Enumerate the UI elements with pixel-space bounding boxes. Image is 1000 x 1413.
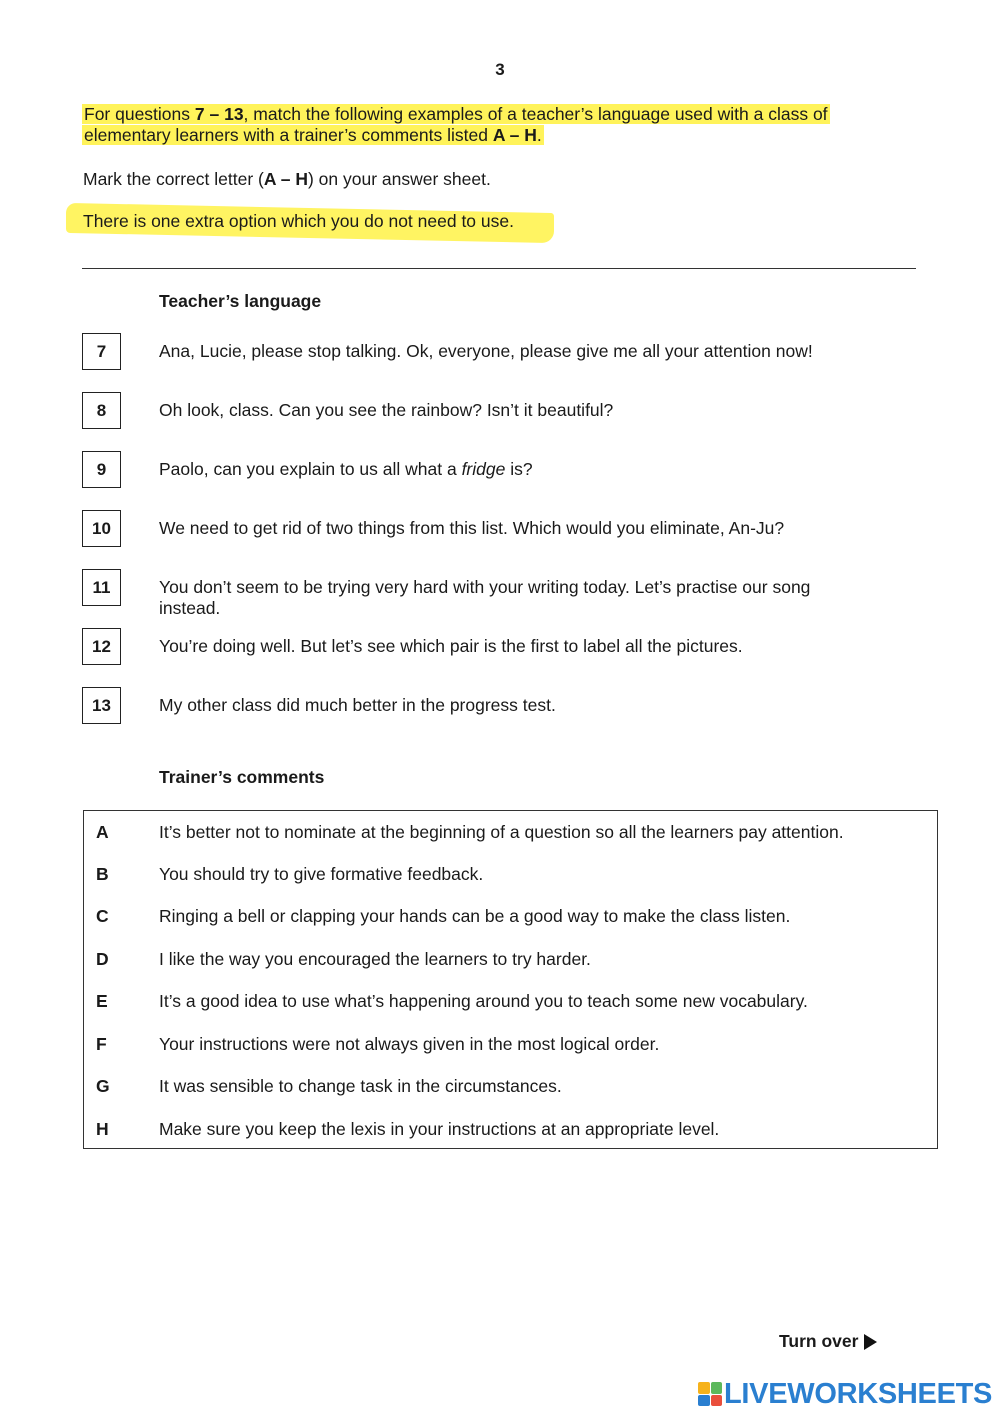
- option-letter: H: [96, 1119, 109, 1139]
- liveworksheets-mark-icon: [698, 1382, 722, 1406]
- option-letter: B: [96, 864, 109, 884]
- option-letter: E: [96, 991, 108, 1011]
- question-text: We need to get rid of two things from this list. Which would you eliminate, An-Ju?: [159, 518, 785, 538]
- question-text: You’re doing well. But let’s see which pair is the first to label all the pictures.: [159, 636, 743, 656]
- option-row-e: [84, 991, 934, 1021]
- option-row-b: [84, 864, 934, 894]
- section-divider: [82, 268, 916, 269]
- option-row-h: [84, 1119, 934, 1149]
- option-letter: D: [96, 949, 109, 969]
- question-row: [82, 628, 922, 668]
- answer-box-9[interactable]: 9: [82, 451, 121, 488]
- option-text: You should try to give formative feedback.: [159, 864, 484, 884]
- play-arrow-icon: [864, 1334, 877, 1350]
- answer-box-8[interactable]: 8: [82, 392, 121, 429]
- option-text: Make sure you keep the lexis in your instructions at an appropriate level.: [159, 1119, 720, 1139]
- trainers-comments-heading: Trainer’s comments: [159, 767, 325, 787]
- answer-box-11[interactable]: 11: [82, 569, 121, 606]
- page-number: 3: [495, 60, 505, 79]
- option-letter: A: [96, 822, 109, 842]
- option-letter: C: [96, 906, 109, 926]
- answer-box-13[interactable]: 13: [82, 687, 121, 724]
- question-text: My other class did much better in the progress test.: [159, 695, 556, 715]
- question-row: [82, 392, 922, 432]
- trainer-comments-box: [83, 810, 938, 1149]
- option-text: I like the way you encouraged the learners to try harder.: [159, 949, 591, 969]
- option-row-f: [84, 1034, 934, 1064]
- highlighted-line-2: elementary learners with a trainer’s comments listed A – H.: [84, 125, 542, 145]
- liveworksheets-logo[interactable]: [698, 1378, 992, 1410]
- option-text: Your instructions were not always given in the most logical order.: [159, 1034, 660, 1054]
- question-row: [82, 510, 922, 550]
- option-row-a: [84, 822, 934, 852]
- answer-box-10[interactable]: 10: [82, 510, 121, 547]
- question-row: [82, 687, 922, 727]
- question-row: [82, 569, 922, 619]
- question-row: [82, 451, 922, 491]
- question-text: Paolo, can you explain to us all what a fridge is?: [159, 459, 533, 479]
- instructions-extra-option: There is one extra option which you do not need to use.: [66, 202, 554, 240]
- highlighted-line-1: For questions 7 – 13, match the following examples of a teacher’s language used with a class of: [84, 104, 828, 124]
- instructions-mark-answer: Mark the correct letter (A – H) on your answer sheet.: [83, 169, 491, 189]
- question-text: Ana, Lucie, please stop talking. Ok, everyone, please give me all your attention now!: [159, 341, 813, 361]
- question-text: You don’t seem to be trying very hard with your writing today. Let’s practise our song instead.: [159, 577, 811, 618]
- option-text: It was sensible to change task in the circumstances.: [159, 1076, 562, 1096]
- teachers-language-heading: Teacher’s language: [159, 291, 322, 311]
- option-text: It’s a good idea to use what’s happening around you to teach some new vocabulary.: [159, 991, 808, 1011]
- option-letter: F: [96, 1034, 107, 1054]
- option-row-c: [84, 906, 934, 936]
- option-row-d: [84, 949, 934, 979]
- question-text: Oh look, class. Can you see the rainbow? Isn’t it beautiful?: [159, 400, 614, 420]
- question-row: [82, 333, 922, 373]
- option-text: Ringing a bell or clapping your hands can be a good way to make the class listen.: [159, 906, 791, 926]
- option-row-g: [84, 1076, 934, 1106]
- answer-box-7[interactable]: 7: [82, 333, 121, 370]
- turn-over-label: Turn over: [779, 1331, 877, 1352]
- option-letter: G: [96, 1076, 110, 1096]
- logo-text: LIVEWORKSHEETS: [724, 1377, 993, 1410]
- option-text: It’s better not to nominate at the beginning of a question so all the learners pay attention.: [159, 822, 844, 842]
- answer-box-12[interactable]: 12: [82, 628, 121, 665]
- instructions-question-range: [82, 104, 882, 146]
